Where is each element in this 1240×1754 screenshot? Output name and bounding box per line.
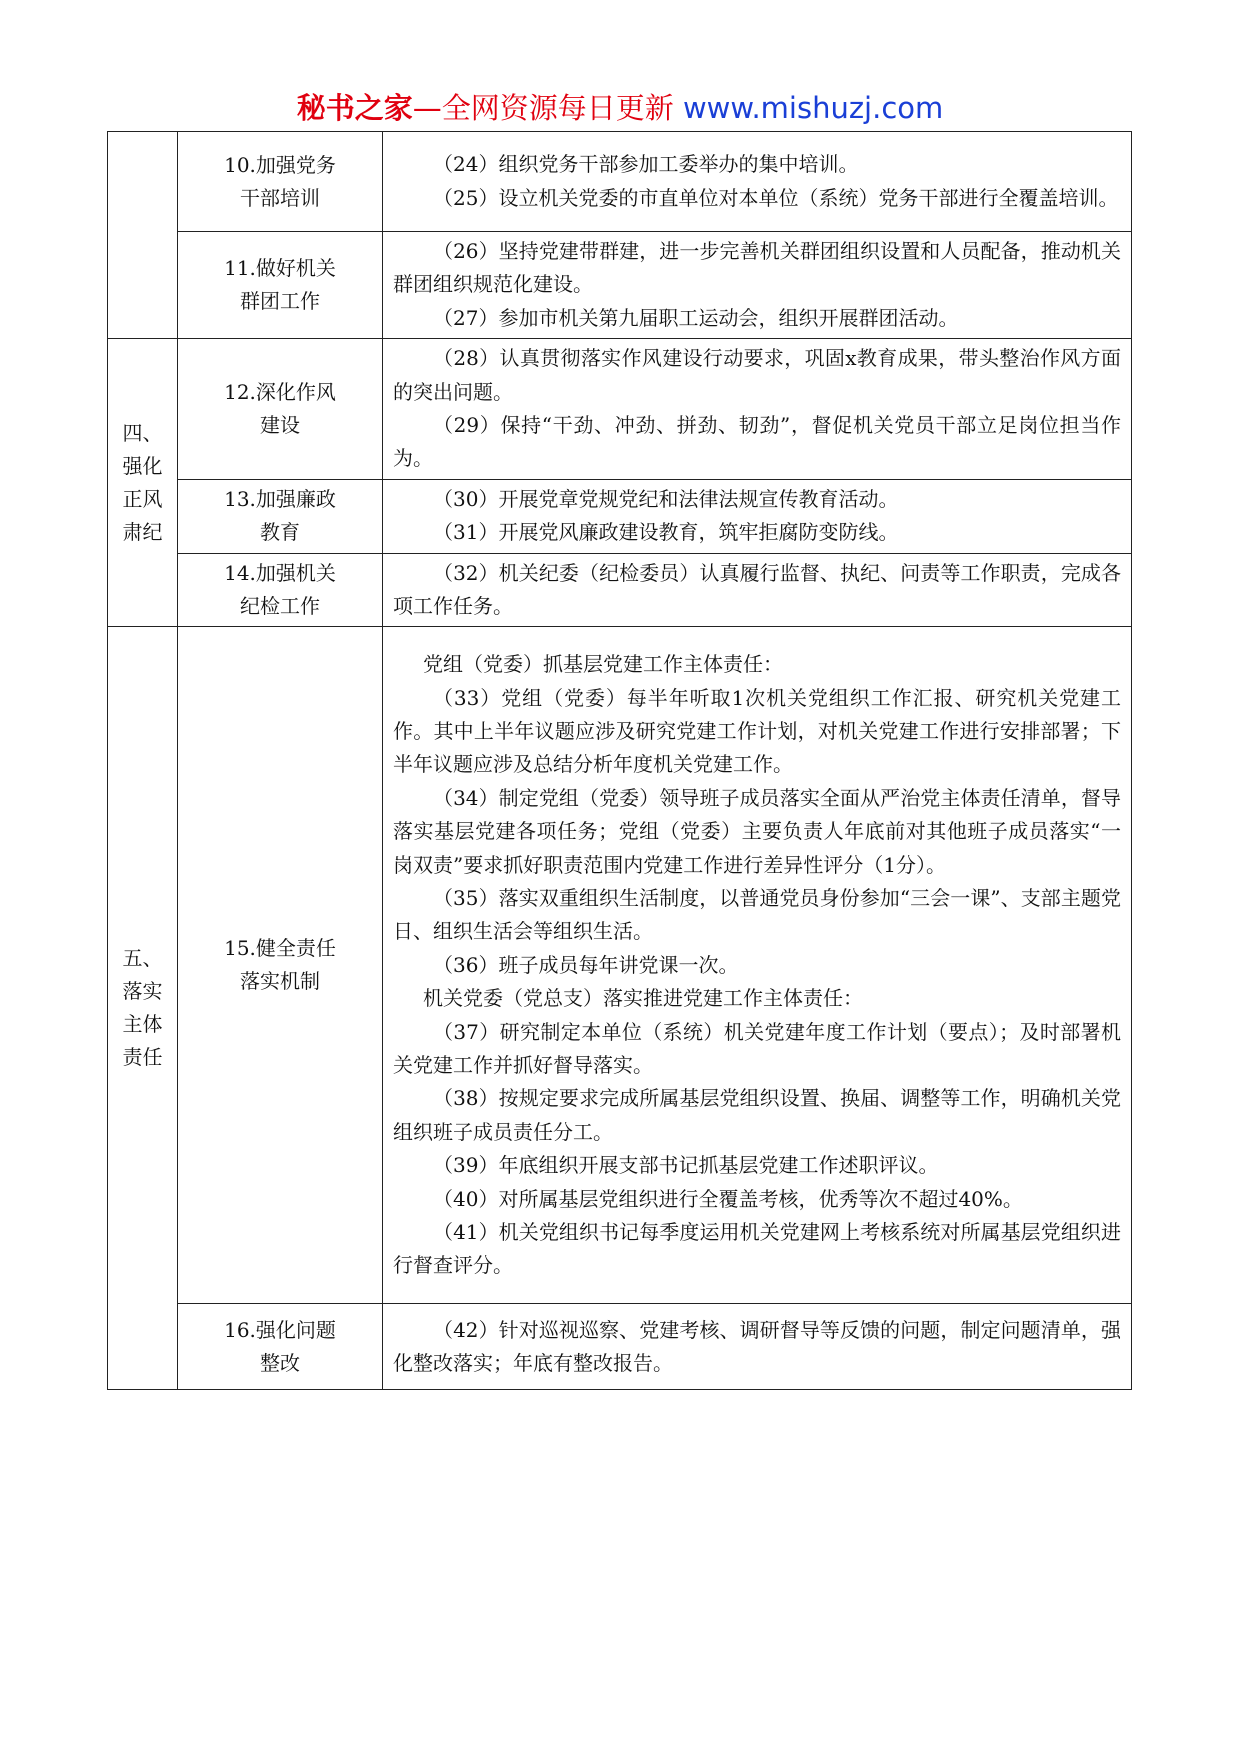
item-cell: 12.深化作风 建设 bbox=[178, 339, 383, 480]
content-line: （24）组织党务干部参加工委举办的集中培训。 bbox=[433, 152, 859, 177]
content-line: （28）认真贯彻落实作风建设行动要求，巩固x教育成果，带头整治作风方面的突出问题。 bbox=[393, 346, 1121, 404]
table-row bbox=[108, 553, 1132, 627]
section-cell-continued bbox=[108, 132, 178, 339]
content-line: （36）班子成员每年讲党课一次。 bbox=[433, 952, 739, 977]
content-line: （35）落实双重组织生活制度，以普通党员身份参加“三会一课”、支部主题党日、组织生活会等组织生活。 bbox=[393, 885, 1121, 944]
brand-name: 秘书之家 bbox=[296, 91, 413, 125]
table-row bbox=[108, 479, 1132, 553]
content-cell bbox=[383, 232, 1132, 339]
content-line: （25）设立机关党委的市直单位对本单位（系统）党务干部进行全覆盖培训。 bbox=[433, 185, 1119, 210]
content-line: （30）开展党章党规党纪和法律法规宣传教育活动。 bbox=[433, 486, 899, 511]
content-cell bbox=[383, 339, 1132, 480]
item-cell: 16.强化问题 整改 bbox=[178, 1304, 383, 1390]
item-cell: 15.健全责任 落实机制 bbox=[178, 627, 383, 1304]
content-heading: 党组（党委）抓基层党建工作主体责任： bbox=[423, 652, 783, 677]
content-line: （27）参加市机关第九届职工运动会，组织开展群团活动。 bbox=[433, 305, 959, 330]
item-cell: 14.加强机关 纪检工作 bbox=[178, 553, 383, 627]
content-line: （41）机关党组织书记每季度运用机关党建网上考核系统对所属基层党组织进行督查评分。 bbox=[393, 1220, 1121, 1278]
content-line: （42）针对巡视巡察、党建考核、调研督导等反馈的问题，制定问题清单，强化整改落实；年底有整改报告。 bbox=[393, 1317, 1121, 1375]
content-heading: 机关党委（党总支）落实推进党建工作主体责任： bbox=[423, 986, 863, 1011]
content-cell bbox=[383, 627, 1132, 1304]
table-row bbox=[108, 627, 1132, 1304]
content-line: （34）制定党组（党委）领导班子成员落实全面从严治党主体责任清单，督导落实基层党建各项任务；党组（党委）主要负责人年底前对其他班子成员落实“一岗双责”要求抓好职责范围内党建工作进行差异性评分（1分）。 bbox=[393, 785, 1121, 877]
table-row bbox=[108, 232, 1132, 339]
table-row bbox=[108, 339, 1132, 480]
content-line: （33）党组（党委）每半年听取1次机关党组织工作汇报、研究机关党建工作。其中上半年议题应涉及研究党建工作计划，对机关党建工作进行安排部署；下半年议题应涉及总结分析年度机关党建工作。 bbox=[393, 685, 1121, 777]
content-cell bbox=[383, 479, 1132, 553]
content-cell bbox=[383, 553, 1132, 627]
content-line: （32）机关纪委（纪检委员）认真履行监督、执纪、问责等工作职责，完成各项工作任务。 bbox=[393, 560, 1121, 619]
content-line: （29）保持“干劲、冲劲、拼劲、韧劲”，督促机关党员干部立足岗位担当作为。 bbox=[393, 413, 1121, 471]
content-cell bbox=[383, 1304, 1132, 1390]
content-line: （39）年底组织开展支部书记抓基层党建工作述职评议。 bbox=[433, 1153, 939, 1178]
item-cell: 10.加强党务 干部培训 bbox=[178, 132, 383, 232]
section-cell: 五、 落实 主体 责任 bbox=[108, 627, 178, 1390]
content-cell bbox=[383, 132, 1132, 232]
banner-url: www.mishuzj.com bbox=[682, 91, 944, 125]
content-line: （38）按规定要求完成所属基层党组织设置、换届、调整等工作，明确机关党组织班子成员责任分工。 bbox=[393, 1086, 1121, 1144]
content-line: （37）研究制定本单位（系统）机关党建年度工作计划（要点）；及时部署机关党建工作并抓好督导落实。 bbox=[393, 1019, 1121, 1077]
item-cell: 13.加强廉政 教育 bbox=[178, 479, 383, 553]
header-banner bbox=[0, 88, 1240, 128]
table-row bbox=[108, 132, 1132, 232]
work-plan-table bbox=[107, 131, 1132, 1390]
table-row bbox=[108, 1304, 1132, 1390]
content-line: （26）坚持党建带群建，进一步完善机关群团组织设置和人员配备，推动机关群团组织规范化建设。 bbox=[393, 239, 1121, 297]
content-line: （31）开展党风廉政建设教育，筑牢拒腐防变防线。 bbox=[433, 520, 899, 545]
content-line: （40）对所属基层党组织进行全覆盖考核，优秀等次不超过40%。 bbox=[433, 1186, 1023, 1211]
section-cell: 四、 强化 正风 肃纪 bbox=[108, 339, 178, 627]
banner-slogan: —全网资源每日更新 bbox=[412, 91, 683, 125]
item-cell: 11.做好机关 群团工作 bbox=[178, 232, 383, 339]
